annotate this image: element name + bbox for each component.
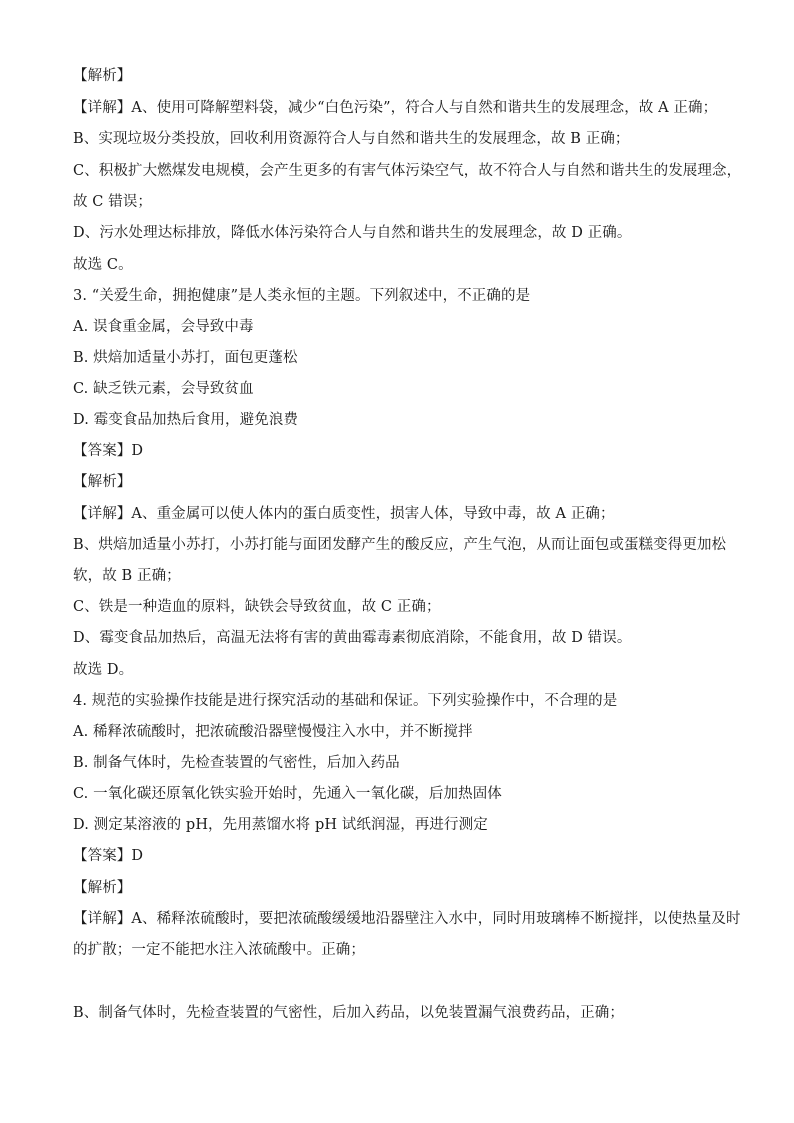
analysis-heading: 【解析】 — [73, 474, 132, 490]
option-c: C. 一氧化碳还原氧化铁实验开始时，先通入一氧化碳，后加热固体 — [73, 786, 502, 802]
answer-line: 【答案】D — [73, 848, 144, 864]
explanation-line: 【详解】A、重金属可以使人体内的蛋白质变性，损害人体，导致中毒，故 A 正确； — [73, 506, 615, 522]
option-b: B. 烘焙加适量小苏打，面包更蓬松 — [73, 350, 298, 366]
analysis-heading: 【解析】 — [73, 68, 132, 84]
explanation-line: C、铁是一种造血的原料，缺铁会导致贫血，故 C 正确； — [73, 599, 441, 615]
explanation-line: 故 C 错误； — [73, 194, 153, 210]
analysis-heading: 【解析】 — [73, 880, 132, 896]
conclusion-line: 故选 C。 — [73, 257, 133, 273]
explanation-line: C、积极扩大燃煤发电规模，会产生更多的有害气体污染空气，故不符合人与自然和谐共生的发展理念， — [73, 163, 742, 179]
question-stem: 3. “关爱生命，拥抱健康”是人类永恒的主题。下列叙述中，不正确的是 — [73, 288, 531, 304]
option-a: A. 误食重金属，会导致中毒 — [73, 319, 254, 335]
option-d: D. 测定某溶液的 pH，先用蒸馏水将 pH 试纸润湿，再进行测定 — [73, 817, 488, 833]
conclusion-line: 故选 D。 — [73, 662, 134, 678]
option-c: C. 缺乏铁元素，会导致贫血 — [73, 381, 254, 397]
explanation-line: 【详解】A、使用可降解塑料袋，减少“白色污染”，符合人与自然和谐共生的发展理念，故 A 正确； — [73, 100, 718, 116]
explanation-line: 【详解】A、稀释浓硫酸时，要把浓硫酸缓缓地沿器壁注入水中，同时用玻璃棒不断搅拌，以使热量及时 — [73, 911, 741, 927]
option-d: D. 霉变食品加热后食用，避免浪费 — [73, 412, 299, 428]
explanation-line: 软，故 B 正确； — [73, 568, 181, 584]
explanation-line: B、实现垃圾分类投放，回收利用资源符合人与自然和谐共生的发展理念，故 B 正确； — [73, 131, 630, 147]
question-stem: 4. 规范的实验操作技能是进行探究活动的基础和保证。下列实验操作中，不合理的是 — [73, 693, 618, 709]
explanation-line: D、污水处理达标排放，降低水体污染符合人与自然和谐共生的发展理念，故 D 正确。 — [73, 225, 632, 241]
option-b: B. 制备气体时，先检查装置的气密性，后加入药品 — [73, 755, 400, 771]
explanation-line: 的扩散；一定不能把水注入浓硫酸中。正确； — [73, 942, 365, 958]
answer-line: 【答案】D — [73, 443, 144, 459]
explanation-line: B、制备气体时，先检查装置的气密性，后加入药品，以免装置漏气浪费药品，正确； — [73, 1005, 624, 1021]
explanation-line: B、烘焙加适量小苏打，小苏打能与面团发酵产生的酸反应，产生气泡，从而让面包或蛋糕变得更加松 — [73, 537, 727, 553]
option-a: A. 稀释浓硫酸时，把浓硫酸沿器壁慢慢注入水中，并不断搅拌 — [73, 724, 473, 740]
explanation-line: D、霉变食品加热后，高温无法将有害的黄曲霉毒素彻底消除，不能食用，故 D 错误。 — [73, 630, 632, 646]
